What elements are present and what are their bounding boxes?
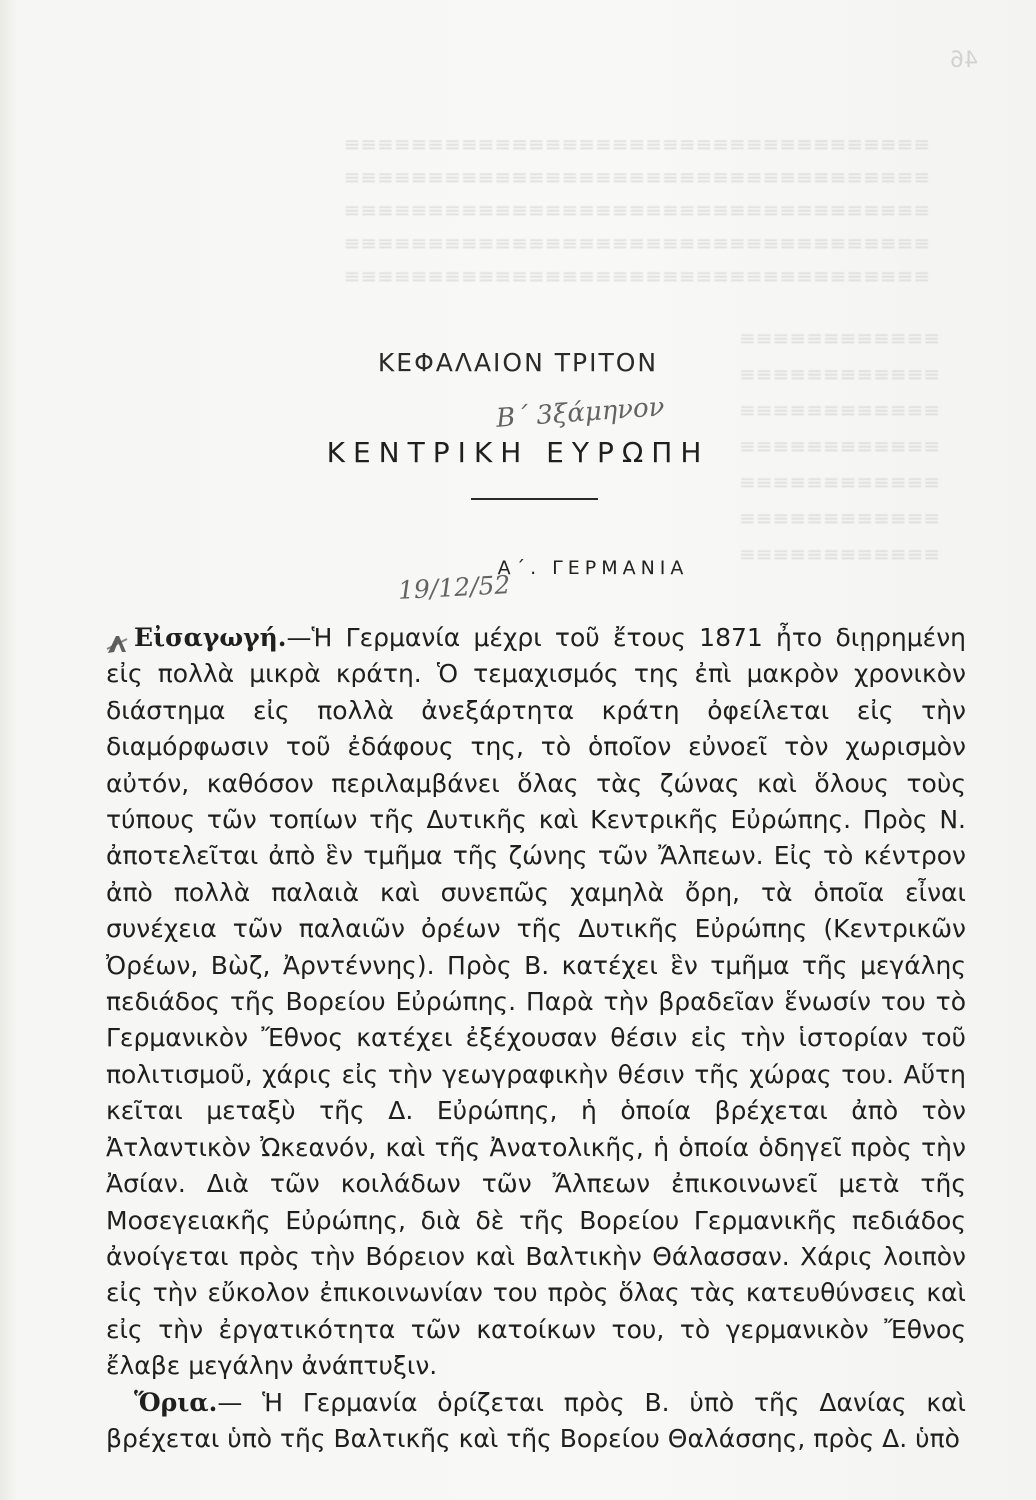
introduction-text: —Ἡ Γερμανία μέχρι τοῦ ἔτους 1871 ἦτο διῃρημένη εἰς πολλὰ μικρὰ κράτη. Ὁ τεμαχισμός της ἐπὶ μακρὸν χρονικὸν διάστημα εἰς πολλὰ ἀνεξάρτητα κράτη ὀφείλεται εἰς τὴν διαμόρφωσιν τοῦ ἐδάφους της, τὸ ὁποῖον εὐνοεῖ τὸν χωρισμὸν αὐτόν, καθόσον περιλαμβάνει ὅλας τὰς ζώνας καὶ ὅλους τοὺς τύπους τῶν τοπίων τῆς Δυτικῆς καὶ Κεντρικῆς Εὐρώπης. Πρὸς Ν. ἀποτελεῖται ἀπὸ ἓν τμῆμα τῆς ζώνης τῶν Ἄλπεων. Εἰς τὸ κέντρον ἀπὸ πολλὰ παλαιὰ καὶ συνεπῶς χαμηλὰ ὄρη, τὰ ὁποῖα εἶναι συνέχεια τῶν παλαιῶν ὀρέων τῆς Δυτικῆς Εὐρώπης (Κεντρικῶν Ὀρέων, Βὼζ, Ἀρντέννης). Πρὸς Β. κατέχει ἓν τμῆμα τῆς μεγάλης πεδιάδος τῆς Βορείου Εὐρώπης. Παρὰ τὴν βραδεῖαν ἕνωσίν του τὸ Γερμανικὸν Ἔθνος κατέχει ἐξέχουσαν θέσιν εἰς τὴν ἱστορίαν τοῦ πολιτισμοῦ, χάρις εἰς τὴν γεωγραφικὴν θέσιν τῆς χώρας του. Αὕτη κεῖται μεταξὺ τῆς Δ. Εὐρώπης, ἡ ὁποία βρέχεται ἀπὸ τὸν Ἀτλαντικὸν Ὠκεανόν, καὶ τῆς Ἀνατολικῆς, ἡ ὁποία ὁδηγεῖ πρὸς τὴν Ἀσίαν. Διὰ τῶν κοιλάδων τῶν Ἄλπεων ἐπικοινωνεῖ μετὰ τῆς Μοσεγειακῆς Εὐρώπης, διὰ δὲ τῆς Βορείου Γερμανικῆς πεδιάδος ἀνοίγεται πρὸς τὴν Βόρειον καὶ Βαλτικὴν Θάλασσαν. Χάρις λοιπὸν εἰς τὴν εὔκολον ἐπικοινωνίαν του πρὸς ὅλας τὰς κατευθύνσεις καὶ εἰς τὴν ἐργατικότητα τῶν κατοίκων του, τὸ γερμανικὸν Ἔθνος ἔλαβε μεγάλην ἀνάπτυξιν.	[106, 623, 966, 1381]
paragraph-borders	[106, 1385, 966, 1458]
introduction-heading: Εἰσαγωγή.	[134, 623, 287, 652]
chapter-label: ΚΕΦΑΛΑΙΟΝ ΤΡΙΤΟΝ	[377, 348, 659, 377]
paragraph-introduction	[106, 620, 966, 1385]
section-title: Α΄. ΓΕΡΜΑΝΙΑ	[497, 557, 689, 579]
bleed-through-text: ≡≡≡≡≡≡≡≡≡≡≡≡≡≡≡≡≡≡≡≡≡≡≡≡≡≡≡≡≡≡≡≡≡≡≡ ≡≡≡≡≡≡≡≡≡≡≡≡≡≡≡≡≡≡≡≡≡≡≡≡≡≡≡≡≡≡≡≡≡≡≡ ≡≡≡≡≡≡≡≡≡≡≡≡≡≡≡≡≡≡≡≡≡≡≡≡≡≡≡≡≡≡≡≡≡≡≡ ≡≡≡≡≡≡≡≡≡≡≡≡≡≡≡≡≡≡≡≡≡≡≡≡≡≡≡≡≡≡≡≡≡≡≡ ≡≡≡≡≡≡≡≡≡≡≡≡≡≡≡≡≡≡≡≡≡≡≡≡≡≡≡≡≡≡≡≡≡≡≡	[343, 132, 930, 288]
bleed-through-page-number: 46	[950, 48, 978, 73]
handwritten-date: 19/12/52	[397, 570, 511, 605]
chapter-title: ΚΕΝΤΡΙΚΗ ΕΥΡΩΠΗ	[326, 436, 710, 469]
body-text	[106, 620, 966, 1457]
borders-heading: Ὅρια.	[134, 1387, 218, 1417]
bleed-through-text-right: ≡≡≡≡≡≡≡≡≡≡≡≡ ≡≡≡≡≡≡≡≡≡≡≡≡ ≡≡≡≡≡≡≡≡≡≡≡≡ ≡≡≡≡≡≡≡≡≡≡≡≡ ≡≡≡≡≡≡≡≡≡≡≡≡ ≡≡≡≡≡≡≡≡≡≡≡≡ ≡≡≡≡≡≡≡≡≡≡≡≡	[738, 326, 940, 566]
handwritten-note: Β΄ 3ξάμηνον	[495, 392, 666, 434]
title-divider	[471, 498, 598, 500]
borders-text: — Ἡ Γερμανία ὁρίζεται πρὸς Β. ὑπὸ τῆς Δανίας καὶ βρέχεται ὑπὸ τῆς Βαλτικῆς καὶ τῆς Βορείου Θαλάσσης, πρὸς Δ. ὑπὸ	[106, 1387, 966, 1453]
